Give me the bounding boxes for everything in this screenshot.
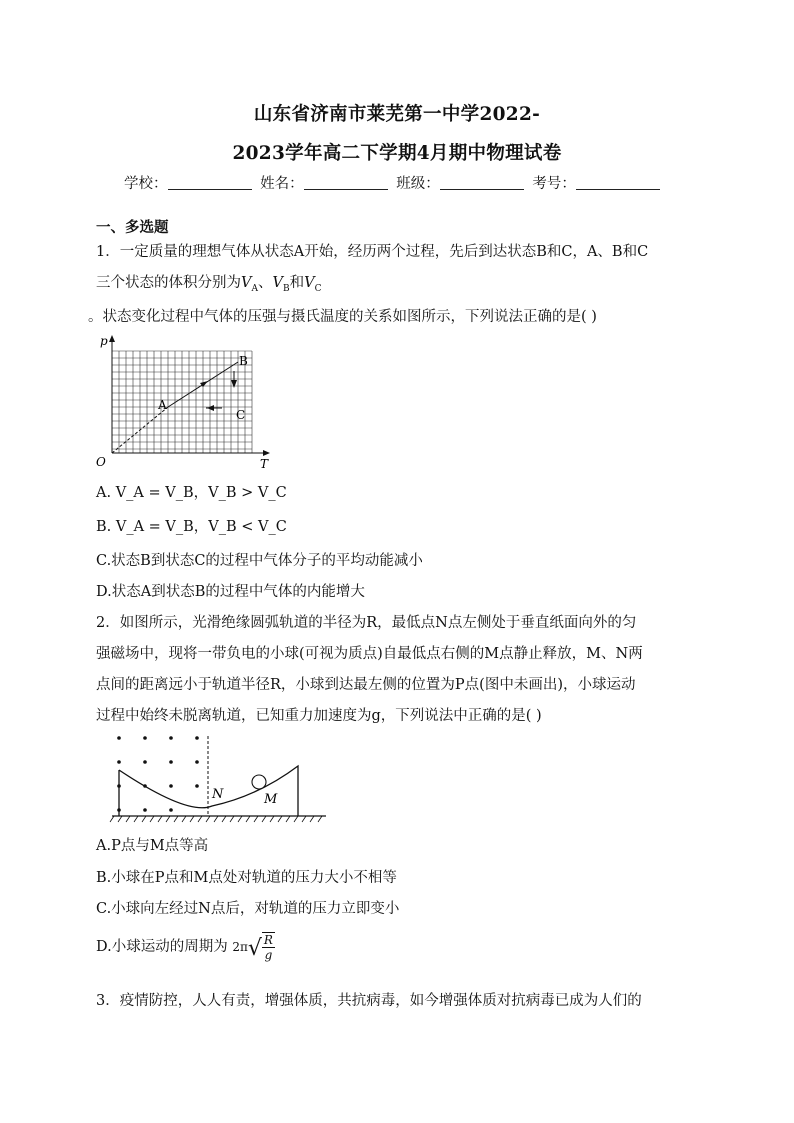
q2-label-n: N [212,787,224,802]
q1-line2-text: 三个状态的体积分别为 [96,275,241,291]
q1-option-d[interactable]: D.状态A到状态B的过程中气体的内能增大 [96,584,365,600]
q2-line4: 过程中始终未脱离轨道，已知重力加速度为g，下列说法中正确的是( ) [96,708,542,724]
q2-ground-hatch [110,816,322,822]
q2-track-figure [108,730,332,826]
q2-option-d[interactable] [96,932,275,962]
q1-vol-a: V [241,275,252,291]
q1-vol-c: V [304,275,315,291]
q1-arrow-c-icon [207,405,214,411]
q1-label-origin: O [96,455,106,469]
q1-option-c[interactable]: C.状态B到状态C的过程中气体分子的平均动能减小 [96,553,423,569]
q1-pt-graph [94,333,274,473]
q2-option-d-fraction [262,932,275,962]
q1-sep: 、 [257,275,273,291]
q3-line1: 3．疫情防控，人人有责，增强体质，共抗病毒，如今增强体质对抗病毒已成为人们的 [96,993,642,1009]
q1-label-b: B [239,354,248,368]
q2-option-d-den: g [264,948,273,962]
q2-sqrt-icon: √ [247,936,262,961]
q1-vol-b-sub: B [282,283,290,294]
student-info-fields [124,172,664,193]
q2-option-d-coef: 2π [232,940,248,954]
exam-title-line2: 2023学年高二下学期4月期中物理试卷 [232,143,562,164]
q2-label-m: M [264,792,278,807]
q1-vol-b: V [272,275,283,291]
school-blank[interactable] [168,175,252,190]
q1-option-b[interactable]: B. V_A = V_B，V_B < V_C [96,519,287,535]
q1-label-a: A [158,398,167,412]
q1-vol-a-sub: A [251,283,258,294]
q1-label-c: C [236,408,246,422]
q1-option-a[interactable]: A. V_A = V_B，V_B > V_C [96,485,287,501]
exam-number-label: 考号： [532,176,576,192]
q2-option-a[interactable]: A.P点与M点等高 [96,838,209,854]
name-blank[interactable] [304,175,388,190]
q2-line3: 点间的距离远小于轨道半径R，小球到达最左侧的位置为P点(图中未画出)，小球运动 [96,677,636,693]
q1-t-axis-arrow-icon [263,450,270,456]
q2-line1: 2．如图所示，光滑绝缘圆弧轨道的半径为R，最低点N点左侧处于垂直纸面向外的匀 [96,615,637,631]
q1-line2 [96,271,321,294]
q1-vol-c-sub: C [314,283,322,294]
q2-option-c[interactable]: C.小球向左经过N点后，对轨道的压力立即变小 [96,901,400,917]
q2-ball [252,775,266,789]
exam-title-line1: 山东省济南市莱芜第一中学2022- [253,104,541,125]
school-label: 学校： [124,176,168,192]
name-label: 姓名： [260,176,304,192]
exam-number-blank[interactable] [576,175,660,190]
q1-line1: 1．一定质量的理想气体从状态A开始，经历两个过程，先后到达状态B和C，A、B和C [96,244,649,260]
q1-label-t: T [260,457,269,471]
q2-option-d-num: R [263,933,273,947]
section-title: 一、多选题 [96,219,169,236]
class-blank[interactable] [440,175,524,190]
q2-magnetic-field-dots [117,736,199,812]
q2-line2: 强磁场中，现将一带负电的小球(可视为质点)自最低点右侧的M点静止释放，M、N两 [96,646,643,662]
q2-option-d-text: D.小球运动的周期为 [96,939,228,955]
q1-and: 和 [289,275,305,291]
q1-line3: 。状态变化过程中气体的压强与摄氏温度的关系如图所示，下列说法正确的是( ) [88,309,597,325]
q2-option-b[interactable]: B.小球在P点和M点处对轨道的压力大小不相等 [96,870,397,886]
class-label: 班级： [396,176,440,192]
q1-label-p: p [100,334,108,348]
q1-p-axis-arrow-icon [109,335,115,342]
